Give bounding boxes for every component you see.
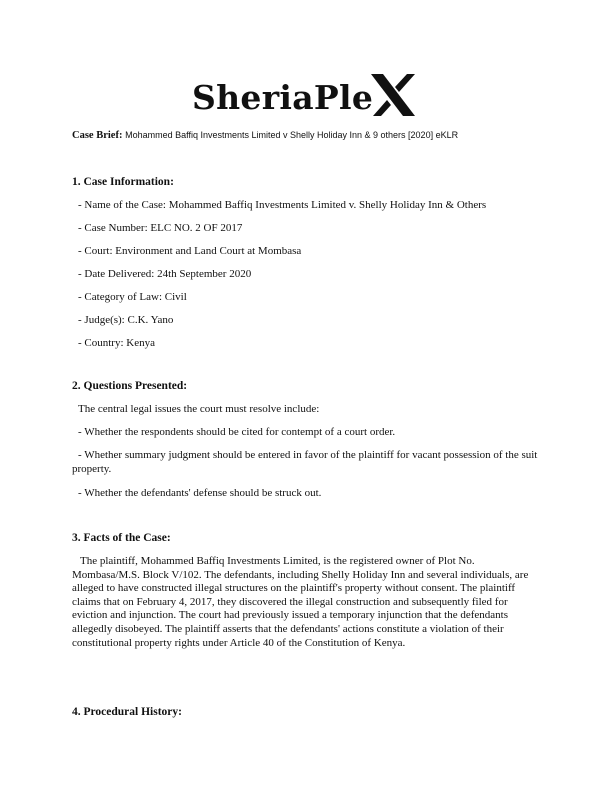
x-logo-mark-icon <box>369 72 417 118</box>
case-brief-title: Mohammed Baffiq Investments Limited v Shelly Holiday Inn & 9 others [2020] eKLR <box>125 130 459 140</box>
section-heading-case-information: 1. Case Information: <box>72 176 174 188</box>
question-item: - Whether the defendants' defense should be struck out. <box>78 487 322 499</box>
case-info-number: - Case Number: ELC NO. 2 OF 2017 <box>78 222 243 234</box>
logo-wordmark: SheriaPle <box>192 78 374 117</box>
case-info-date: - Date Delivered: 24th September 2020 <box>78 268 252 280</box>
section-heading-procedural-history: 4. Procedural History: <box>72 706 182 718</box>
question-item: - Whether the respondents should be cited for contempt of a court order. <box>78 426 396 438</box>
case-info-court: - Court: Environment and Land Court at Mombasa <box>78 245 302 257</box>
case-info-country: - Country: Kenya <box>78 337 155 349</box>
case-brief-label: Case Brief: <box>72 130 123 141</box>
case-info-name: - Name of the Case: Mohammed Baffiq Investments Limited v. Shelly Holiday Inn & Others <box>78 199 487 211</box>
questions-intro: The central legal issues the court must resolve include: <box>78 403 320 415</box>
facts-paragraph: The plaintiff, Mohammed Baffiq Investments Limited, is the registered owner of Plot No. Mombasa/M.S. Block V/102. The defendants, including Shelly Holiday Inn and several individuals, are alleged to have constructed illegal structures on the plaintiff's property without consent. The plaintiff claims that on February 4, 2017, they discovered the illegal construction and subsequently filed for eviction and injunction. The court had previously issued a temporary injunction that the defendants allegedly disobeyed. The plaintiff asserts that the defendants' actions constitute a violation of their constitutional property rights under Article 40 of the Constitution of Kenya. <box>72 555 529 649</box>
question-item: - Whether summary judgment should be entered in favor of the plaintiff for vacant possession of the suit property. <box>72 449 538 475</box>
sheriaplex-logo <box>192 72 422 122</box>
case-info-category: - Category of Law: Civil <box>78 291 187 303</box>
case-info-judge: - Judge(s): C.K. Yano <box>78 314 174 326</box>
section-heading-questions: 2. Questions Presented: <box>72 380 188 392</box>
section-heading-facts: 3. Facts of the Case: <box>72 532 171 544</box>
case-brief-line <box>72 130 458 141</box>
